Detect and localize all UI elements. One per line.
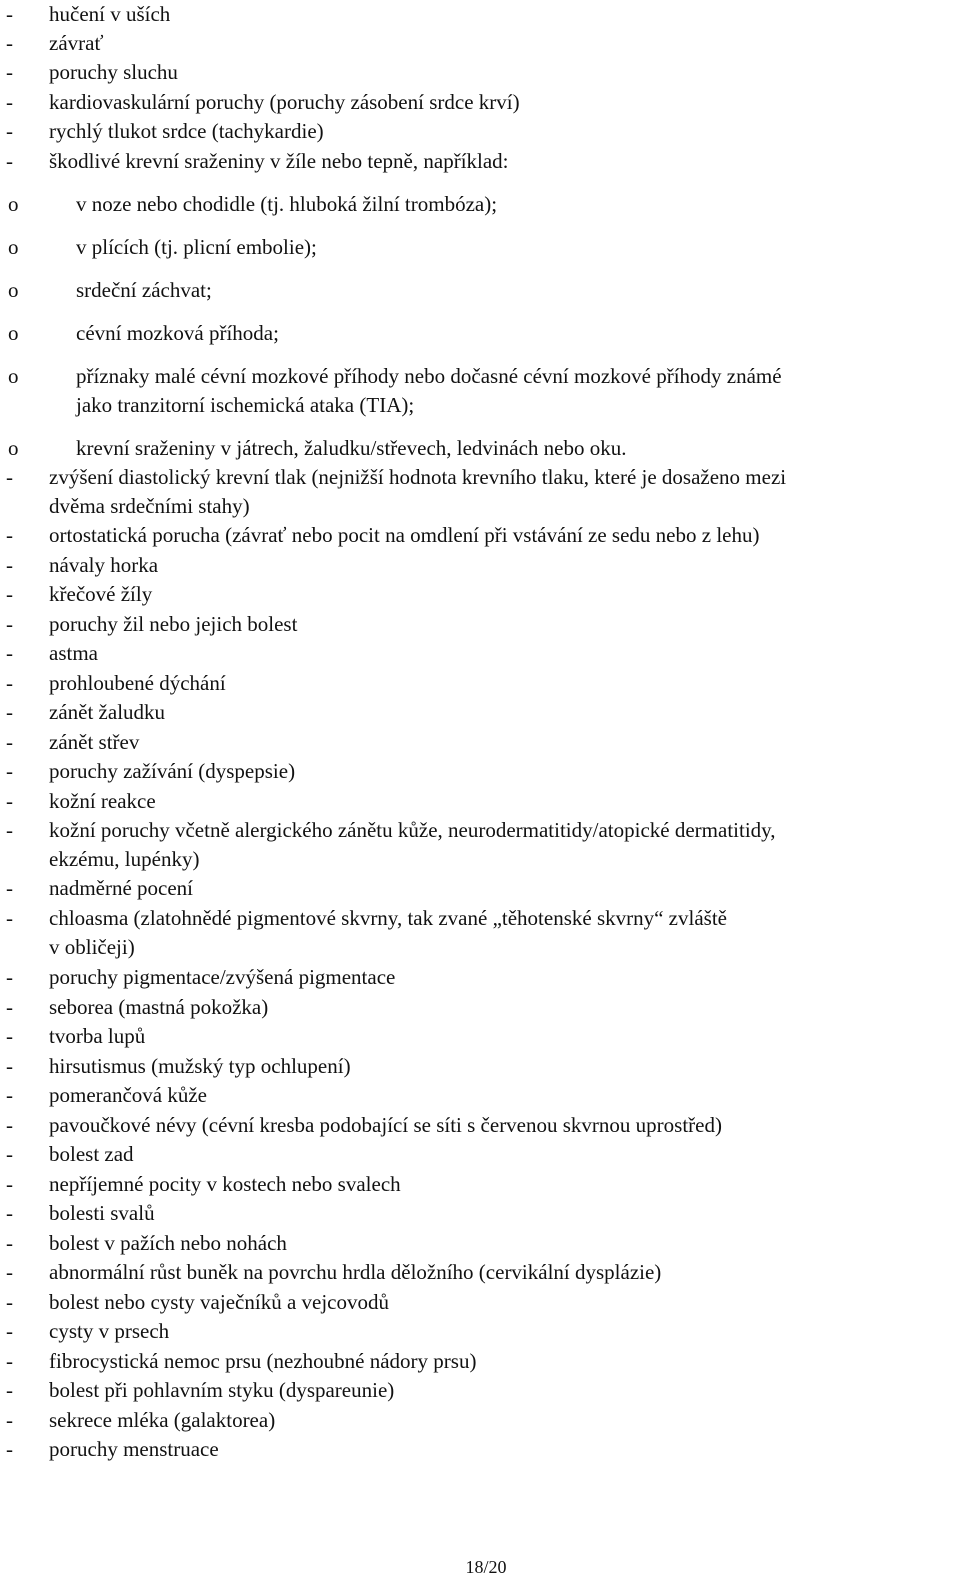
list-item (0, 1170, 956, 1199)
list-item (0, 233, 956, 262)
list-item (0, 610, 956, 639)
list-item-line: nadměrné pocení (49, 876, 194, 900)
list-item-line: sekrece mléka (galaktorea) (49, 1408, 276, 1432)
list-item-line: v noze nebo chodidle (tj. hluboká žilní trombóza); (76, 192, 498, 216)
list-item-text (49, 1111, 722, 1140)
list-item-line: prohloubené dýchání (49, 671, 226, 695)
list-item-text (76, 319, 279, 348)
dash-bullet: - (6, 1113, 13, 1137)
list-item (0, 698, 956, 727)
list-item-line: zvýšení diastolický krevní tlak (nejnižší hodnota krevního tlaku, které je dosaženo mezi (49, 465, 787, 489)
dash-bullet: - (6, 465, 13, 489)
list-item-line: bolesti svalů (49, 1201, 155, 1225)
list-item-line: kardiovaskulární poruchy (poruchy zásobení srdce krví) (49, 90, 520, 114)
list-item-text (49, 117, 324, 146)
dash-bullet: - (6, 2, 13, 26)
dash-bullet: - (6, 876, 13, 900)
circle-bullet: o (8, 192, 19, 216)
list-item-text (49, 29, 103, 58)
list-item (0, 1229, 956, 1258)
list-item-line: seborea (mastná pokožka) (49, 995, 269, 1019)
circle-bullet: o (8, 235, 19, 259)
list-item-text (49, 787, 156, 816)
list-item (0, 434, 956, 463)
dash-bullet: - (6, 149, 13, 173)
list-item (0, 1199, 956, 1228)
list-item (0, 319, 956, 348)
list-item-line: abnormální růst buněk na povrchu hrdla děložního (cervikální dysplázie) (49, 1260, 662, 1284)
list-item-text (49, 1229, 287, 1258)
list-item-text (49, 147, 509, 176)
list-item (0, 728, 956, 757)
list-item (0, 874, 956, 903)
list-item-line: poruchy žil nebo jejich bolest (49, 612, 298, 636)
list-item-line: škodlivé krevní sraženiny v žíle nebo tepně, například: (49, 149, 509, 173)
list-item-text (49, 551, 158, 580)
list-item-line: tvorba lupů (49, 1024, 146, 1048)
list-item-text (76, 233, 317, 262)
dash-bullet: - (6, 1378, 13, 1402)
circle-bullet: o (8, 278, 19, 302)
dash-bullet: - (6, 1260, 13, 1284)
dash-bullet: - (6, 1349, 13, 1373)
list-item-text (49, 816, 776, 874)
list-item (0, 551, 956, 580)
list-item (0, 117, 956, 146)
list-item-line: bolest v pažích nebo nohách (49, 1231, 287, 1255)
dash-bullet: - (6, 1319, 13, 1343)
list-item (0, 787, 956, 816)
list-item (0, 1140, 956, 1169)
list-item (0, 580, 956, 609)
list-item-line: nepříjemné pocity v kostech nebo svalech (49, 1172, 401, 1196)
list-item-line: v obličeji) (49, 935, 135, 959)
dash-bullet: - (6, 700, 13, 724)
list-item (0, 1317, 956, 1346)
list-item (0, 1258, 956, 1287)
list-item-line: zánět střev (49, 730, 140, 754)
dash-bullet: - (6, 906, 13, 930)
list-item-line: zánět žaludku (49, 700, 166, 724)
list-item (0, 993, 956, 1022)
list-item-line: poruchy pigmentace/zvýšená pigmentace (49, 965, 396, 989)
dash-bullet: - (6, 90, 13, 114)
list-item (0, 757, 956, 786)
list-item (0, 816, 956, 874)
list-item-text (49, 1170, 401, 1199)
list-item-text (76, 190, 497, 219)
list-item (0, 1406, 956, 1435)
list-item (0, 147, 956, 176)
list-item-text (49, 1406, 275, 1435)
list-item-line: srdeční záchvat; (76, 278, 212, 302)
list-item-text (49, 1435, 219, 1464)
list-item (0, 190, 956, 219)
list-item-text (49, 963, 395, 992)
dash-bullet: - (6, 1437, 13, 1461)
list-item-line: kožní reakce (49, 789, 156, 813)
list-item (0, 1288, 956, 1317)
list-item-line: závrať (49, 31, 104, 55)
list-item-line: dvěma srdečními stahy) (49, 494, 250, 518)
list-item-line: křečové žíly (49, 582, 153, 606)
list-item-line: poruchy menstruace (49, 1437, 219, 1461)
dash-bullet: - (6, 1054, 13, 1078)
list-item-line: rychlý tlukot srdce (tachykardie) (49, 119, 324, 143)
list-item-line: jako tranzitorní ischemická ataka (TIA); (76, 393, 415, 417)
dash-bullet: - (6, 1142, 13, 1166)
list-item-text (49, 1140, 134, 1169)
list-item-line: poruchy sluchu (49, 60, 178, 84)
dash-bullet: - (6, 818, 13, 842)
list-item-text (49, 698, 165, 727)
dash-bullet: - (6, 789, 13, 813)
dash-bullet: - (6, 1083, 13, 1107)
list-item-text (49, 874, 193, 903)
list-item (0, 88, 956, 117)
list-item (0, 0, 956, 29)
list-item-text (49, 993, 268, 1022)
circle-bullet: o (8, 436, 19, 460)
list-item-line: bolest nebo cysty vaječníků a vejcovodů (49, 1290, 389, 1314)
list-item-line: bolest zad (49, 1142, 134, 1166)
list-item (0, 1111, 956, 1140)
list-item-line: krevní sraženiny v játrech, žaludku/střevech, ledvinách nebo oku. (76, 436, 627, 460)
list-item (0, 463, 956, 521)
list-item (0, 1081, 956, 1110)
list-item-text (76, 276, 212, 305)
list-item-text (49, 580, 152, 609)
list-item (0, 58, 956, 87)
list-item (0, 362, 956, 420)
dash-bullet: - (6, 671, 13, 695)
list-item (0, 963, 956, 992)
list-item (0, 1022, 956, 1051)
list-item (0, 276, 956, 305)
list-item-text (49, 904, 727, 962)
list-item-text (49, 639, 98, 668)
list-item-text (49, 1258, 661, 1287)
list-item-text (49, 1052, 351, 1081)
list-item-text (76, 362, 782, 420)
list-item-text (49, 58, 178, 87)
dash-bullet: - (6, 1172, 13, 1196)
dash-bullet: - (6, 965, 13, 989)
dash-bullet: - (6, 730, 13, 754)
dash-bullet: - (6, 612, 13, 636)
list-item (0, 639, 956, 668)
list-item-text (49, 757, 295, 786)
list-item-line: bolest při pohlavním styku (dyspareunie) (49, 1378, 395, 1402)
dash-bullet: - (6, 1408, 13, 1432)
list-item-text (49, 1376, 394, 1405)
page-number: 18/20 (465, 1557, 507, 1577)
list-item (0, 904, 956, 962)
list-item-text (49, 728, 139, 757)
list-item-line: ekzému, lupénky) (49, 847, 200, 871)
list-item-text (49, 88, 520, 117)
dash-bullet: - (6, 31, 13, 55)
dash-bullet: - (6, 995, 13, 1019)
list-item (0, 1435, 956, 1464)
list-item-text (49, 1199, 155, 1228)
dash-bullet: - (6, 523, 13, 547)
list-item-text (49, 669, 226, 698)
list-item-line: astma (49, 641, 98, 665)
list-item-text (76, 434, 626, 463)
list-item-line: kožní poruchy včetně alergického zánětu kůže, neurodermatitidy/atopické dermatitidy, (49, 818, 776, 842)
list-item (0, 669, 956, 698)
list-item-line: hirsutismus (mužský typ ochlupení) (49, 1054, 351, 1078)
circle-bullet: o (8, 364, 19, 388)
list-item-text (49, 1022, 145, 1051)
list-item-line: příznaky malé cévní mozkové příhody nebo dočasné cévní mozkové příhody známé (76, 364, 782, 388)
dash-bullet: - (6, 60, 13, 84)
list-item-text (49, 1347, 476, 1376)
list-item-line: ortostatická porucha (závrať nebo pocit na omdlení při vstávání ze sedu nebo z lehu) (49, 523, 760, 547)
list-item (0, 29, 956, 58)
list-item-line: poruchy zažívání (dyspepsie) (49, 759, 296, 783)
dash-bullet: - (6, 582, 13, 606)
dash-bullet: - (6, 641, 13, 665)
list-item-text (49, 521, 759, 550)
dash-bullet: - (6, 119, 13, 143)
list-item-line: cévní mozková příhoda; (76, 321, 279, 345)
list-item-text (49, 463, 786, 521)
list-item (0, 521, 956, 550)
list-item-text (49, 1317, 169, 1346)
dash-bullet: - (6, 1290, 13, 1314)
list-item-text (49, 610, 297, 639)
list-item-line: chloasma (zlatohnědé pigmentové skvrny, tak zvané „těhotenské skvrny“ zvláště (49, 906, 727, 930)
dash-bullet: - (6, 1201, 13, 1225)
dash-bullet: - (6, 1231, 13, 1255)
list-item-line: hučení v uších (49, 2, 171, 26)
list-item-text (49, 1081, 207, 1110)
list-item-line: návaly horka (49, 553, 159, 577)
list-item-text (49, 0, 170, 29)
dash-bullet: - (6, 553, 13, 577)
list-item-line: pavoučkové névy (cévní kresba podobající se síti s červenou skvrnou uprostřed) (49, 1113, 722, 1137)
list-item (0, 1347, 956, 1376)
dash-bullet: - (6, 1024, 13, 1048)
list-item-line: v plících (tj. plicní embolie); (76, 235, 317, 259)
list-item (0, 1376, 956, 1405)
list-item-text (49, 1288, 389, 1317)
list-item-line: fibrocystická nemoc prsu (nezhoubné nádory prsu) (49, 1349, 477, 1373)
circle-bullet: o (8, 321, 19, 345)
dash-bullet: - (6, 759, 13, 783)
list-item-line: pomerančová kůže (49, 1083, 208, 1107)
list-item-line: cysty v prsech (49, 1319, 170, 1343)
list-item (0, 1052, 956, 1081)
